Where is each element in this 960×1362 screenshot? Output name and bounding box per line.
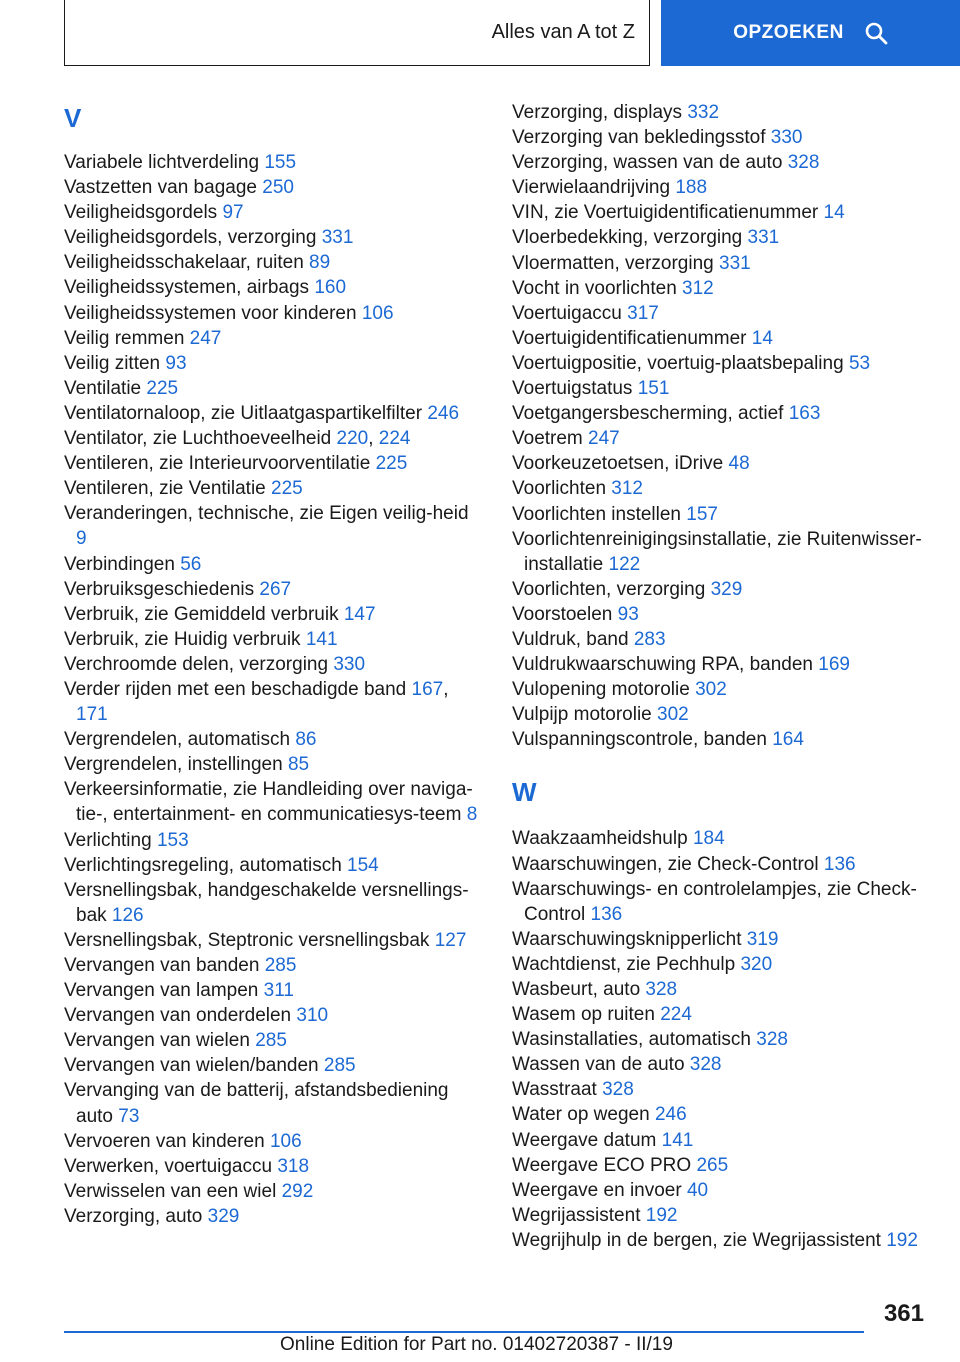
page-link[interactable]: 169 [818, 654, 850, 676]
index-entry [512, 376, 932, 401]
index-entry-text: Voetgangersbescherming, actief [512, 403, 789, 425]
index-entry-text: Vergrendelen, instellingen [64, 754, 288, 776]
index-entry-text: Water op wegen [512, 1104, 655, 1126]
index-entries-v-part2 [512, 100, 932, 752]
page-link[interactable]: 330 [333, 653, 366, 675]
page-link[interactable]: 329 [207, 1205, 240, 1227]
index-entry-text: Voorstoelen [512, 603, 618, 625]
index-entry-text: Voetrem [512, 428, 589, 450]
index-entry [64, 652, 484, 677]
index-entry-text: Waarschuwingsknipperlicht [512, 928, 747, 950]
page-link[interactable]: 328 [787, 152, 820, 174]
page-link[interactable]: 317 [627, 302, 659, 324]
page-separator: , [443, 678, 449, 700]
index-entry [64, 326, 484, 351]
index-column-right [512, 100, 932, 1253]
index-entry-text: Versnellingsbak, Steptronic versnellingsbak [64, 929, 435, 951]
index-entry [64, 878, 484, 928]
page-link[interactable]: 86 [295, 729, 317, 751]
index-entry-text: Ventileren, zie Ventilatie [64, 478, 272, 500]
index-entry [512, 877, 932, 927]
index-entry-text: Voertuigaccu [512, 302, 628, 324]
page-link[interactable]: 40 [686, 1179, 709, 1201]
index-entry-text: Vuldruk, band [512, 628, 634, 650]
index-entry-text: Voertuigpositie, voertuig-plaatsbepaling [512, 352, 849, 374]
page-link[interactable]: 164 [772, 729, 804, 751]
index-entry [64, 1179, 484, 1204]
index-entry-text: Wegrijassistent [512, 1204, 646, 1226]
index-entry [512, 426, 932, 451]
index-entry [512, 677, 932, 702]
index-entry-text: Vervoeren van kinderen [64, 1130, 270, 1152]
page-link[interactable]: 312 [611, 478, 643, 500]
page-link[interactable]: 250 [262, 177, 294, 199]
page-link[interactable]: 93 [165, 352, 187, 374]
page-link[interactable]: 225 [146, 377, 179, 399]
page-link[interactable]: 328 [602, 1079, 634, 1101]
page-link[interactable]: 331 [747, 227, 780, 249]
index-entry [512, 1153, 932, 1178]
page-link[interactable]: 147 [343, 603, 376, 625]
index-entry-text: Vervangen van wielen [64, 1030, 256, 1052]
index-entry [512, 927, 932, 952]
search-button-label: OPZOEKEN [733, 22, 844, 43]
index-entry [512, 1102, 932, 1127]
index-entry-text: Verzorging van bekledingsstof [512, 127, 771, 149]
index-entry [64, 200, 484, 225]
page-link[interactable]: 225 [375, 453, 408, 475]
search-button[interactable] [661, 0, 960, 66]
index-entry [512, 301, 932, 326]
page-link[interactable]: 14 [823, 202, 845, 224]
index-entry [512, 451, 932, 476]
page-link[interactable]: 160 [314, 277, 347, 299]
page-link[interactable]: 247 [588, 428, 620, 450]
page-link[interactable]: 106 [269, 1130, 302, 1152]
index-entry-text: Veiligheidsgordels [64, 202, 223, 224]
index-entry [64, 1078, 484, 1128]
index-entry-text: Vulspanningscontrole, banden [512, 729, 773, 751]
page-link[interactable]: 141 [661, 1129, 694, 1151]
page-link[interactable]: 188 [675, 177, 708, 199]
index-entry-text: Vervangen van banden [64, 955, 265, 976]
index-entry [64, 1129, 484, 1154]
index-entry-text: Verwerken, voertuigaccu [64, 1155, 278, 1177]
index-entry-text: Verzorging, wassen van de auto [512, 152, 788, 174]
page-link[interactable]: 155 [264, 152, 297, 173]
index-entries-w [512, 826, 932, 1253]
index-entry-text: Verder rijden met een beschadigde band [64, 678, 412, 700]
search-icon [864, 21, 888, 45]
index-entry-text: Ventilator, zie Luchthoeveelheid [64, 428, 337, 450]
page-link[interactable]: 48 [728, 453, 750, 475]
page-link[interactable]: 171 [76, 704, 108, 726]
page-link[interactable]: 319 [746, 928, 779, 950]
page-link[interactable]: 267 [259, 578, 292, 600]
index-entry-text: Voertuigstatus [512, 378, 638, 400]
index-entry-text: Veiligheidssystemen, airbags [64, 277, 315, 299]
index-entry [64, 1154, 484, 1179]
index-entry-text: Veiligheidsgordels, verzorging [64, 227, 322, 249]
page-link[interactable]: 292 [281, 1180, 314, 1202]
page-link[interactable]: 192 [886, 1229, 918, 1251]
tab-alles-van-a-tot-z[interactable] [64, 0, 650, 66]
index-entry-text: Waarschuwings- en controlelampjes, zie Check-Control [512, 878, 917, 925]
index-entry [64, 752, 484, 777]
index-entry-text: Ventilatie [64, 377, 147, 399]
page-link[interactable]: 285 [323, 1055, 356, 1077]
index-entries-v-part1 [64, 150, 484, 1229]
index-entry [64, 175, 484, 200]
index-entry-text: Weergave datum [512, 1129, 662, 1151]
index-entry [64, 602, 484, 627]
page-link[interactable]: 332 [687, 102, 720, 123]
page-link[interactable]: 136 [590, 903, 623, 925]
page-link[interactable]: 56 [180, 553, 202, 575]
index-entry-text: Verzorging, displays [512, 102, 688, 123]
page-link[interactable]: 331 [719, 252, 751, 274]
page-separator: , [368, 428, 379, 450]
page-link[interactable]: 318 [277, 1155, 310, 1177]
index-entry [512, 1203, 932, 1228]
page-link[interactable]: 167 [411, 678, 444, 700]
page-link[interactable]: 14 [751, 327, 773, 349]
page-link[interactable]: 220 [336, 428, 369, 450]
index-entry-text: Wegrijhulp in de bergen, zie Wegrijassistent [512, 1229, 887, 1251]
page-link[interactable]: 89 [309, 252, 331, 274]
index-entry [64, 552, 484, 577]
index-entry [512, 1178, 932, 1203]
index-entry [512, 727, 932, 752]
index-entry-text: Wasstraat [512, 1079, 603, 1101]
index-entry [512, 200, 932, 225]
index-entry-text: Verlichtingsregeling, automatisch [64, 854, 348, 876]
index-entry [512, 826, 932, 851]
page-link[interactable]: 331 [321, 227, 354, 249]
index-entry-text: Wasbeurt, auto [512, 979, 646, 1000]
index-entry [64, 451, 484, 476]
index-entry [64, 577, 484, 602]
page-link[interactable]: 97 [222, 202, 244, 224]
section-letter-w: W [512, 777, 537, 808]
index-entry [512, 577, 932, 602]
index-entry-text: Ventilatornaloop, zie Uitlaatgaspartikelfilter [64, 402, 428, 424]
index-entry-text: Verkeersinformatie, zie Handleiding over naviga-tie-, entertainment- en communicatiesys-teem [64, 779, 473, 826]
page-link[interactable]: 330 [770, 127, 803, 149]
index-entry-text: Vastzetten van bagage [64, 177, 263, 199]
index-entry-text: Voorlichten instellen [512, 503, 687, 525]
page-link[interactable]: 265 [696, 1154, 729, 1176]
index-entry [512, 652, 932, 677]
index-entry [64, 828, 484, 853]
index-entry [64, 677, 484, 727]
index-entry [512, 100, 932, 125]
page-link[interactable]: 127 [434, 929, 467, 951]
page-link[interactable]: 246 [427, 402, 460, 424]
index-entry [64, 476, 484, 501]
index-entry [512, 977, 932, 1002]
page-link[interactable]: 302 [695, 679, 727, 701]
index-entry [512, 225, 932, 250]
page-link[interactable]: 151 [637, 378, 670, 400]
footer-divider [64, 1331, 864, 1333]
index-entry [512, 476, 932, 501]
page-link[interactable]: 283 [633, 628, 666, 650]
page-number: 361 [883, 1300, 924, 1327]
page-link[interactable]: 285 [255, 1030, 287, 1052]
index-entry [512, 1027, 932, 1052]
index-entry-text: Veiligheidssystemen voor kinderen [64, 302, 362, 324]
index-entry-text: Ventileren, zie Interieurvoorventilatie [64, 453, 376, 475]
page-link[interactable]: 320 [740, 953, 773, 975]
page-link[interactable]: 224 [660, 1004, 692, 1026]
index-entry-text: Vervangen van lampen [64, 980, 264, 1002]
page-link[interactable]: 8 [466, 804, 478, 826]
page-link[interactable]: 312 [682, 277, 714, 299]
index-entry-text: Veranderingen, technische, zie Eigen veilig-heid [64, 503, 469, 525]
index-entry-text: Verbruik, zie Gemiddeld verbruik [64, 603, 344, 625]
index-entry [64, 1204, 484, 1229]
index-entry [512, 125, 932, 150]
page-link[interactable]: 153 [156, 829, 189, 851]
index-entry-text: Vocht in voorlichten [512, 277, 683, 299]
index-entry-text: Voorlichten, verzorging [512, 578, 711, 600]
tab-label: Alles van A tot Z [491, 21, 635, 43]
index-entry-text: Voorlichtenreinigingsinstallatie, zie Ruitenwisser-installatie [512, 528, 922, 575]
index-entry [64, 928, 484, 953]
page-link[interactable]: 328 [756, 1029, 788, 1051]
index-entry-text: Wachtdienst, zie Pechhulp [512, 953, 741, 975]
index-entry [64, 351, 484, 376]
page-link[interactable]: 73 [118, 1105, 140, 1127]
index-entry-text: Vervangen van wielen/banden [64, 1055, 324, 1077]
index-entry [64, 250, 484, 275]
page-link[interactable]: 311 [263, 980, 294, 1002]
index-entry-text: Variabele lichtverdeling [64, 152, 265, 173]
index-entry-text: Vulpijp motorolie [512, 704, 658, 726]
index-entry [512, 1002, 932, 1027]
page-link[interactable]: 302 [657, 704, 689, 726]
index-entry-text: Voertuigidentificatienummer [512, 327, 752, 349]
index-entry-text: Versnellingsbak, handgeschakelde versnellings-bak [64, 879, 469, 926]
page-link[interactable]: 93 [617, 603, 639, 625]
index-entry [512, 527, 932, 577]
index-entry-text: Wasem op ruiten [512, 1004, 661, 1026]
page-link[interactable]: 224 [378, 428, 411, 450]
index-entry [64, 501, 484, 551]
page-link[interactable]: 141 [305, 628, 338, 650]
index-entry-text: Voorlichten [512, 478, 612, 500]
index-entry [512, 1052, 932, 1077]
index-entry-text: Verbruiksgeschiedenis [64, 578, 260, 600]
index-entry-text: VIN, zie Voertuigidentificatienummer [512, 202, 824, 224]
index-entry [64, 853, 484, 878]
page-link[interactable]: 328 [689, 1054, 722, 1076]
index-entry [512, 702, 932, 727]
index-entry-text: Veilig zitten [64, 352, 166, 374]
page-link[interactable]: 9 [76, 528, 87, 550]
index-entry [512, 952, 932, 977]
index-entry [64, 401, 484, 426]
index-entry [64, 978, 484, 1003]
index-entry-text: Vervanging van de batterij, afstandsbediening auto [64, 1080, 449, 1127]
page-link[interactable]: 106 [361, 302, 394, 324]
page-link[interactable]: 225 [271, 478, 303, 500]
index-entry-text: Wassen van de auto [512, 1054, 690, 1076]
index-entry [512, 502, 932, 527]
index-entry [512, 627, 932, 652]
section-letter-v: V [64, 103, 82, 133]
index-entry [64, 1003, 484, 1028]
index-entry [512, 326, 932, 351]
index-entry [512, 251, 932, 276]
index-entry [64, 627, 484, 652]
index-column-left [64, 100, 484, 1229]
page-link[interactable]: 247 [189, 327, 222, 349]
page-link[interactable]: 184 [692, 828, 725, 850]
index-entry [512, 276, 932, 301]
index-entry-text: Weergave ECO PRO [512, 1154, 697, 1176]
index-entry-text: Wasinstallaties, automatisch [512, 1029, 757, 1051]
index-entry-text: Vierwielaandrijving [512, 177, 676, 199]
page-link[interactable]: 192 [645, 1204, 678, 1226]
index-entry-text: Weergave en invoer [512, 1179, 687, 1201]
index-entry [64, 727, 484, 752]
index-entry [512, 150, 932, 175]
page-link[interactable]: 157 [686, 503, 718, 525]
index-entry-text: Verlichting [64, 829, 157, 851]
index-entry-text: Veilig remmen [64, 327, 190, 349]
index-entry-text: Vergrendelen, automatisch [64, 729, 296, 751]
page-link[interactable]: 126 [111, 904, 144, 926]
index-entry [64, 301, 484, 326]
index-entry-text: Verzorging, auto [64, 1205, 208, 1227]
page-link[interactable]: 285 [264, 955, 297, 976]
index-entry [64, 275, 484, 300]
index-entry-text: Vuldrukwaarschuwing RPA, banden [512, 654, 819, 676]
index-entry [64, 150, 484, 175]
index-entry [512, 175, 932, 200]
page-link[interactable]: 329 [710, 578, 743, 600]
index-entry [512, 1128, 932, 1153]
index-entry [512, 1228, 932, 1253]
index-entry [512, 852, 932, 877]
index-entry [64, 777, 484, 827]
page-link[interactable]: 154 [347, 854, 379, 876]
index-entry-text: Verchroomde delen, verzorging [64, 653, 334, 675]
index-entry [512, 602, 932, 627]
index-entry-text: Voorkeuzetoetsen, iDrive [512, 453, 729, 475]
index-entry [64, 953, 484, 978]
index-entry-text: Vloerbedekking, verzorging [512, 227, 748, 249]
index-entry-text: Vloermatten, verzorging [512, 252, 719, 274]
index-entry [512, 351, 932, 376]
index-entry [512, 401, 932, 426]
index-entry-text: Veiligheidsschakelaar, ruiten [64, 252, 310, 274]
index-entry-text: Vulopening motorolie [512, 679, 696, 701]
index-entry [64, 376, 484, 401]
index-entry [64, 426, 484, 451]
index-entry-text: Waarschuwingen, zie Check-Control [512, 853, 824, 875]
index-entry [64, 1053, 484, 1078]
footer-edition-text: Online Edition for Part no. 01402720387 - II/19 [280, 1334, 673, 1355]
page-link[interactable]: 310 [296, 1005, 329, 1027]
page-link[interactable]: 85 [287, 754, 310, 776]
page-link[interactable]: 53 [848, 352, 871, 374]
top-navigation [0, 0, 960, 66]
index-entry-text: Verwisselen van een wiel [64, 1180, 282, 1202]
page-link[interactable]: 163 [788, 403, 821, 425]
page-link[interactable]: 328 [645, 979, 678, 1000]
index-entry-text: Verbindingen [64, 553, 181, 575]
page-link[interactable]: 136 [823, 853, 856, 875]
index-entry-text: Waakzaamheidshulp [512, 828, 693, 850]
index-entry [64, 1028, 484, 1053]
index-entry-text: Verbruik, zie Huidig verbruik [64, 628, 306, 650]
index-entry [64, 225, 484, 250]
index-entry-text: Vervangen van onderdelen [64, 1005, 297, 1027]
page-link[interactable]: 122 [608, 553, 641, 575]
index-entry [512, 1077, 932, 1102]
page-link[interactable]: 246 [654, 1104, 687, 1126]
